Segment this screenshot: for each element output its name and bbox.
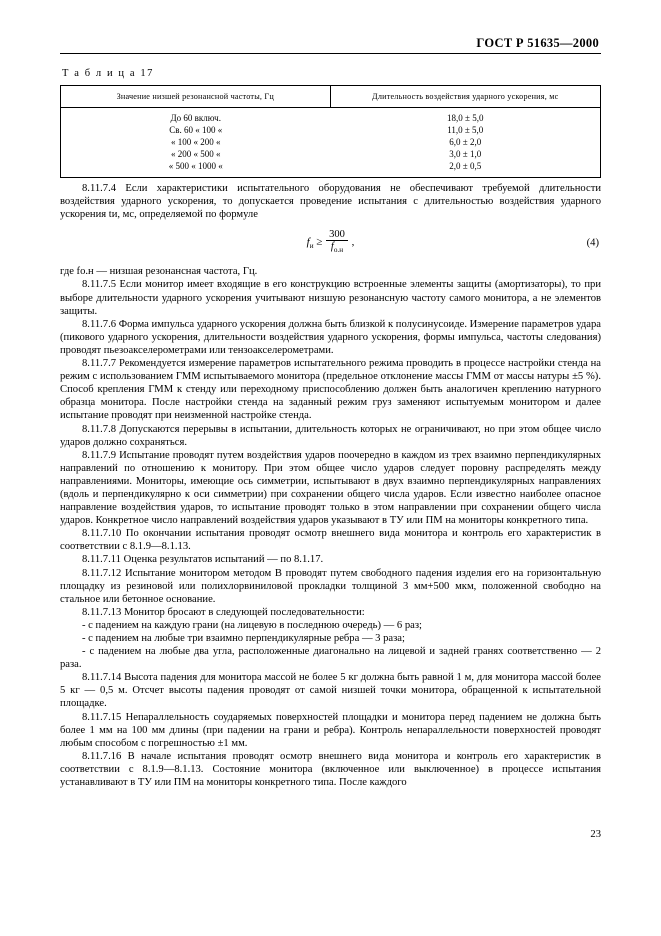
table-row [61, 148, 600, 160]
header-divider [60, 53, 601, 54]
table-row [61, 136, 600, 148]
formula-denominator-subscript: о.н [333, 246, 344, 255]
paragraph-8-11-7-12: 8.11.7.12 Испытание монитором методом В проводят путем свободного падения изделия его на горизонтальную площадку из резиновой или полихлорвиниловой прокладки толщиной 3 мм+500 мкм, положенной свободно на стальное или бетонное основание. [60, 567, 601, 605]
cell-frequency: Св. 60 « 100 « [169, 125, 223, 135]
paragraph-8-11-7-16: 8.11.7.16 В начале испытания проводят осмотр внешнего вида монитора и контроль его характеристик в соответствии с 8.1.9—8.1.13. Состояние монитора (включенное или выключенное) в процессе испытания устанавливают в ТУ или ПМ на мониторы конкретного типа. После каждого [60, 750, 601, 789]
paragraph-8-11-7-15: 8.11.7.15 Непараллельность соударяемых поверхностей площадки и монитора перед падением не должна быть более 1 мм на 100 мм длины (при падении на грани и ребра). Контроль непараллельности поверхностей проводят любым способом с погрешностью ±1 мм. [60, 711, 601, 749]
table-caption: Т а б л и ц а 17 [62, 68, 155, 79]
formula-left-subscript: и [309, 242, 314, 251]
page-header: ГОСТ Р 51635—2000 [476, 36, 599, 50]
cell-duration: 3,0 ± 1,0 [449, 149, 482, 159]
cell-frequency: « 500 « 1000 « [168, 161, 223, 171]
paragraph-8-11-7-8: 8.11.7.8 Допускаются перерывы в испытании, длительность которых не ограничивают, но при этом общее число ударов должно сохраняться. [60, 423, 601, 448]
cell-frequency: До 60 включ. [170, 113, 221, 123]
table-column-header-duration: Длительность воздействия ударного ускорения, мс [372, 92, 559, 101]
formula-fraction [326, 229, 348, 256]
formula-4 [60, 229, 601, 256]
paragraph-8-11-7-5: 8.11.7.5 Если монитор имеет входящие в его конструкцию встроенные элементы защиты (амортизаторы), то при выборе длительности ударного ускорения учитывают низшую резонансную частоту самого монитора, а не элементов защиты. [60, 279, 601, 317]
cell-duration: 2,0 ± 0,5 [449, 161, 482, 171]
formula-denominator-symbol: f [330, 241, 334, 253]
paragraph-8-11-7-7: 8.11.7.7 Рекомендуется измерение параметров испытательного режима проводить в процессе настройки стенда на режим с использованием ГММ испытываемого монитора (предельное отклонение массы ГММ от массы натуры ±5 %). Способ крепления ГММ к стенду или переходному приспособлению должен быть аналогичен креплению натурного образца монитора. После настройки стенда на заданный режим груз заменяют испытуемым монитором и далее испытание проводят при неизменной настройке стенда. [60, 358, 601, 422]
paragraph-8-11-7-10: 8.11.7.10 По окончании испытания проводят осмотр внешнего вида монитора и контроль его характеристик в соответствии с 8.1.9—8.1.13. [60, 528, 601, 553]
paragraph-8-11-7-14: 8.11.7.14 Высота падения для монитора массой не более 5 кг должна быть равной 1 м, для монитора массой более 5 кг — 0,5 м. Отсчет высоты падения проводят от самой низшей точки монитора, обращенной к испытательной площадке. [60, 672, 601, 710]
formula-numerator: 300 [326, 229, 348, 241]
list-item-dash-2: - с падением на любые три взаимно перпендикулярные ребра — 3 раза; [82, 633, 405, 644]
table-row [61, 112, 600, 124]
cell-duration: 11,0 ± 5,0 [447, 125, 484, 135]
cell-duration: 6,0 ± 2,0 [449, 137, 482, 147]
list-item-dash-3: - с падением на любые два угла, расположенные диагонально на лицевой и задней гранях соответственно — 2 раза. [60, 646, 601, 671]
table-body [60, 108, 601, 178]
formula-denominator [326, 241, 348, 256]
formula-left-symbol: f [306, 236, 310, 249]
resonance-table [60, 85, 601, 178]
table-row [61, 124, 600, 136]
list-item-dash-1: - с падением на каждую грани (на лицевую в последнюю очередь) — 6 раз; [82, 619, 422, 631]
paragraph-8-11-7-4: 8.11.7.4 Если характеристики испытательного оборудования не обеспечивают требуемой длительности воздействия ударного ускорения, то допускается проведение испытания с длительностью воздействия ударного ускорения tи, мс, определяемой по формуле [60, 183, 601, 221]
cell-frequency: « 100 « 200 « [171, 137, 221, 147]
table-header-row [60, 85, 601, 108]
table-column-header-frequency: Значение низшей резонансной частоты, Гц [61, 86, 331, 107]
formula-relation: ≥ [316, 236, 323, 249]
formula-expression [306, 229, 355, 255]
paragraph-8-11-7-6: 8.11.7.6 Форма импульса ударного ускорения должна быть близкой к полусинусоиде. Измерение параметров удара (пикового ударного ускорения, длительности воздействия ударного ускорения, формы импульса, частоты следования) проводят пьезоакселерометрами или тензоакселерометрами. [60, 318, 601, 356]
paragraph-8-11-7-11: 8.11.7.11 Оценка результатов испытаний — по 8.1.17. [82, 554, 324, 566]
page-number: 23 [590, 829, 601, 840]
formula-comma: , [351, 236, 355, 249]
paragraph-8-11-7-9: 8.11.7.9 Испытание проводят путем воздействия ударов поочередно в каждом из трех взаимно перпендикулярных направлений по отношению к монитору. При этом общее число ударов следует поровну распределять между направлениями. Мониторы, имеющие ось симметрии, испытывают в двух взаимно перпендикулярных направлениях (вдоль и перпендикулярно к оси симметрии) при сохранении общего числа ударов. Если известно наиболее опасное направление воздействия ударов, то испытание проводят только в этом направлении при сохранении общего числа ударов. Конкретное число направлений воздействия ударов указывают в ТУ или ПМ на мониторы конкретного типа. [60, 449, 601, 527]
formula-where-line: где fо.н — низшая резонансная частота, Гц. [60, 266, 258, 278]
paragraph-8-11-7-13: 8.11.7.13 Монитор бросают в следующей последовательности: [82, 606, 365, 618]
cell-frequency: « 200 « 500 « [171, 149, 221, 159]
table-row [61, 160, 600, 172]
formula-number: (4) [586, 237, 599, 249]
cell-duration: 18,0 ± 5,0 [447, 113, 484, 123]
